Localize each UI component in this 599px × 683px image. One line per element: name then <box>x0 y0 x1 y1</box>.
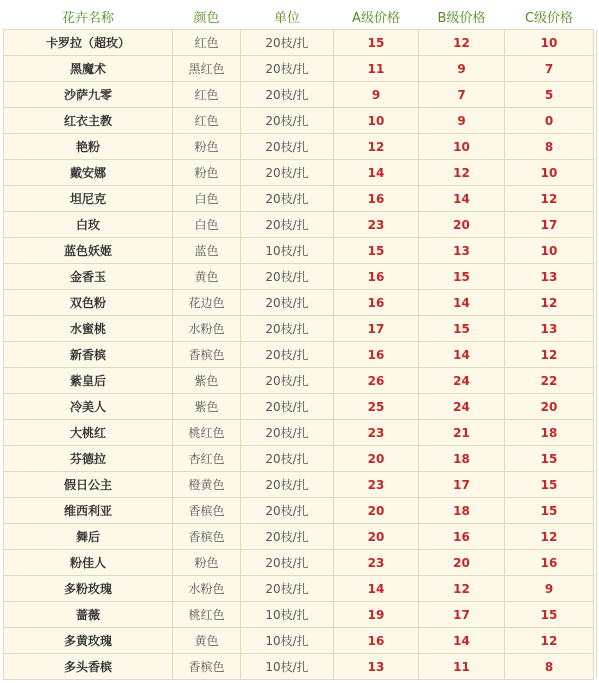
table-row <box>4 56 594 82</box>
flower-name-cell: 红衣主教 <box>4 108 173 134</box>
price-c-cell: 15 <box>505 602 594 628</box>
color-cell: 紫色 <box>173 394 241 420</box>
color-cell: 桃红色 <box>173 420 241 446</box>
price-a-cell: 25 <box>334 394 419 420</box>
unit-cell: 20枝/扎 <box>241 134 334 160</box>
price-c-cell: 13 <box>505 316 594 342</box>
flower-name-cell: 水蜜桃 <box>4 316 173 342</box>
price-b-cell: 21 <box>419 420 505 446</box>
flower-name-cell: 蓝色妖姬 <box>4 238 173 264</box>
unit-cell: 20枝/扎 <box>241 576 334 602</box>
color-cell: 香槟色 <box>173 498 241 524</box>
price-c-cell: 12 <box>505 524 594 550</box>
flower-name-cell: 紫皇后 <box>4 368 173 394</box>
price-b-cell: 10 <box>419 134 505 160</box>
unit-cell: 20枝/扎 <box>241 368 334 394</box>
flower-name-cell: 大桃红 <box>4 420 173 446</box>
price-a-cell: 23 <box>334 212 419 238</box>
price-a-cell: 20 <box>334 524 419 550</box>
unit-cell: 20枝/扎 <box>241 108 334 134</box>
price-a-cell: 16 <box>334 628 419 654</box>
unit-cell: 20枝/扎 <box>241 316 334 342</box>
price-b-cell: 20 <box>419 550 505 576</box>
price-b-cell: 12 <box>419 160 505 186</box>
price-c-cell: 16 <box>505 550 594 576</box>
table-row <box>4 82 594 108</box>
table-row <box>4 576 594 602</box>
unit-cell: 20枝/扎 <box>241 420 334 446</box>
table-row <box>4 420 594 446</box>
unit-cell: 10枝/扎 <box>241 238 334 264</box>
price-c-cell: 8 <box>505 654 594 680</box>
price-b-cell: 7 <box>419 82 505 108</box>
table-row <box>4 524 594 550</box>
price-a-cell: 19 <box>334 602 419 628</box>
price-c-cell: 12 <box>505 186 594 212</box>
color-cell: 白色 <box>173 212 241 238</box>
flower-name-cell: 新香槟 <box>4 342 173 368</box>
price-c-cell: 18 <box>505 420 594 446</box>
unit-cell: 20枝/扎 <box>241 498 334 524</box>
price-a-cell: 14 <box>334 576 419 602</box>
unit-cell: 20枝/扎 <box>241 290 334 316</box>
price-b-cell: 20 <box>419 212 505 238</box>
unit-cell: 20枝/扎 <box>241 82 334 108</box>
table-right-edge-divider <box>596 30 597 678</box>
table-row <box>4 602 594 628</box>
table-row <box>4 316 594 342</box>
flower-name-cell: 艳粉 <box>4 134 173 160</box>
flower-name-cell: 白玫 <box>4 212 173 238</box>
price-a-cell: 17 <box>334 316 419 342</box>
color-cell: 桃红色 <box>173 602 241 628</box>
price-b-cell: 16 <box>419 524 505 550</box>
color-cell: 红色 <box>173 82 241 108</box>
price-c-cell: 15 <box>505 498 594 524</box>
price-b-cell: 9 <box>419 56 505 82</box>
color-cell: 杏红色 <box>173 446 241 472</box>
table-row <box>4 134 594 160</box>
unit-cell: 20枝/扎 <box>241 446 334 472</box>
price-b-cell: 15 <box>419 316 505 342</box>
unit-cell: 20枝/扎 <box>241 212 334 238</box>
table-row <box>4 654 594 680</box>
unit-cell: 20枝/扎 <box>241 56 334 82</box>
color-cell: 香槟色 <box>173 654 241 680</box>
color-cell: 紫色 <box>173 368 241 394</box>
price-a-cell: 23 <box>334 420 419 446</box>
price-b-cell: 11 <box>419 654 505 680</box>
price-b-cell: 12 <box>419 576 505 602</box>
unit-cell: 20枝/扎 <box>241 472 334 498</box>
unit-cell: 20枝/扎 <box>241 30 334 56</box>
price-a-cell: 16 <box>334 342 419 368</box>
unit-cell: 20枝/扎 <box>241 550 334 576</box>
price-a-cell: 16 <box>334 264 419 290</box>
price-b-cell: 14 <box>419 290 505 316</box>
color-cell: 蓝色 <box>173 238 241 264</box>
flower-name-cell: 双色粉 <box>4 290 173 316</box>
price-a-cell: 23 <box>334 550 419 576</box>
header-price-a: A级价格 <box>334 4 419 30</box>
price-c-cell: 0 <box>505 108 594 134</box>
price-b-cell: 14 <box>419 628 505 654</box>
price-b-cell: 14 <box>419 186 505 212</box>
price-b-cell: 9 <box>419 108 505 134</box>
table-row <box>4 212 594 238</box>
price-c-cell: 15 <box>505 472 594 498</box>
price-a-cell: 12 <box>334 134 419 160</box>
color-cell: 白色 <box>173 186 241 212</box>
unit-cell: 20枝/扎 <box>241 342 334 368</box>
table-row <box>4 498 594 524</box>
color-cell: 花边色 <box>173 290 241 316</box>
price-b-cell: 18 <box>419 446 505 472</box>
table-row <box>4 238 594 264</box>
flower-name-cell: 沙萨九零 <box>4 82 173 108</box>
header-price-c: C级价格 <box>505 4 594 30</box>
price-c-cell: 10 <box>505 30 594 56</box>
price-a-cell: 9 <box>334 82 419 108</box>
price-c-cell: 13 <box>505 264 594 290</box>
table-row <box>4 446 594 472</box>
unit-cell: 20枝/扎 <box>241 524 334 550</box>
price-c-cell: 7 <box>505 56 594 82</box>
price-c-cell: 10 <box>505 238 594 264</box>
table-row <box>4 368 594 394</box>
price-a-cell: 15 <box>334 30 419 56</box>
price-a-cell: 26 <box>334 368 419 394</box>
color-cell: 黄色 <box>173 264 241 290</box>
price-c-cell: 12 <box>505 290 594 316</box>
color-cell: 黄色 <box>173 628 241 654</box>
table-row <box>4 342 594 368</box>
price-a-cell: 13 <box>334 654 419 680</box>
price-c-cell: 17 <box>505 212 594 238</box>
flower-name-cell: 黑魔术 <box>4 56 173 82</box>
color-cell: 粉色 <box>173 550 241 576</box>
color-cell: 粉色 <box>173 134 241 160</box>
flower-name-cell: 坦尼克 <box>4 186 173 212</box>
price-b-cell: 24 <box>419 394 505 420</box>
table-row <box>4 394 594 420</box>
flower-name-cell: 芬德拉 <box>4 446 173 472</box>
price-c-cell: 12 <box>505 628 594 654</box>
flower-name-cell: 金香玉 <box>4 264 173 290</box>
color-cell: 红色 <box>173 30 241 56</box>
price-b-cell: 13 <box>419 238 505 264</box>
flower-name-cell: 冷美人 <box>4 394 173 420</box>
price-c-cell: 20 <box>505 394 594 420</box>
price-a-cell: 15 <box>334 238 419 264</box>
color-cell: 橙黄色 <box>173 472 241 498</box>
unit-cell: 10枝/扎 <box>241 602 334 628</box>
header-flower-name: 花卉名称 <box>4 4 173 30</box>
unit-cell: 20枝/扎 <box>241 264 334 290</box>
table-row <box>4 550 594 576</box>
price-b-cell: 14 <box>419 342 505 368</box>
color-cell: 红色 <box>173 108 241 134</box>
price-b-cell: 15 <box>419 264 505 290</box>
header-unit: 单位 <box>241 4 334 30</box>
flower-name-cell: 多黄玫瑰 <box>4 628 173 654</box>
price-c-cell: 22 <box>505 368 594 394</box>
price-b-cell: 17 <box>419 472 505 498</box>
price-c-cell: 12 <box>505 342 594 368</box>
flower-name-cell: 多粉玫瑰 <box>4 576 173 602</box>
table-row <box>4 160 594 186</box>
header-price-b: B级价格 <box>419 4 505 30</box>
price-a-cell: 10 <box>334 108 419 134</box>
price-b-cell: 18 <box>419 498 505 524</box>
unit-cell: 10枝/扎 <box>241 628 334 654</box>
color-cell: 香槟色 <box>173 524 241 550</box>
price-c-cell: 8 <box>505 134 594 160</box>
price-c-cell: 10 <box>505 160 594 186</box>
color-cell: 水粉色 <box>173 576 241 602</box>
price-c-cell: 15 <box>505 446 594 472</box>
unit-cell: 20枝/扎 <box>241 394 334 420</box>
flower-name-cell: 舞后 <box>4 524 173 550</box>
flower-name-cell: 蔷薇 <box>4 602 173 628</box>
table-row <box>4 264 594 290</box>
price-a-cell: 11 <box>334 56 419 82</box>
flower-name-cell: 卡罗拉（超玫） <box>4 30 173 56</box>
color-cell: 水粉色 <box>173 316 241 342</box>
table-body <box>4 30 594 680</box>
price-c-cell: 5 <box>505 82 594 108</box>
price-a-cell: 16 <box>334 290 419 316</box>
unit-cell: 20枝/扎 <box>241 160 334 186</box>
price-a-cell: 20 <box>334 498 419 524</box>
price-c-cell: 9 <box>505 576 594 602</box>
color-cell: 黑红色 <box>173 56 241 82</box>
flower-name-cell: 戴安娜 <box>4 160 173 186</box>
price-a-cell: 14 <box>334 160 419 186</box>
unit-cell: 20枝/扎 <box>241 186 334 212</box>
price-a-cell: 23 <box>334 472 419 498</box>
price-a-cell: 16 <box>334 186 419 212</box>
flower-name-cell: 多头香槟 <box>4 654 173 680</box>
flower-name-cell: 维西利亚 <box>4 498 173 524</box>
price-b-cell: 17 <box>419 602 505 628</box>
header-color: 颜色 <box>173 4 241 30</box>
flower-price-table <box>3 4 594 680</box>
price-b-cell: 24 <box>419 368 505 394</box>
table-row <box>4 108 594 134</box>
table-row <box>4 30 594 56</box>
color-cell: 粉色 <box>173 160 241 186</box>
color-cell: 香槟色 <box>173 342 241 368</box>
table-row <box>4 290 594 316</box>
unit-cell: 10枝/扎 <box>241 654 334 680</box>
price-b-cell: 12 <box>419 30 505 56</box>
price-a-cell: 20 <box>334 446 419 472</box>
flower-name-cell: 粉佳人 <box>4 550 173 576</box>
table-row <box>4 472 594 498</box>
table-header-row <box>4 4 594 30</box>
table-row <box>4 186 594 212</box>
table-row <box>4 628 594 654</box>
flower-name-cell: 假日公主 <box>4 472 173 498</box>
